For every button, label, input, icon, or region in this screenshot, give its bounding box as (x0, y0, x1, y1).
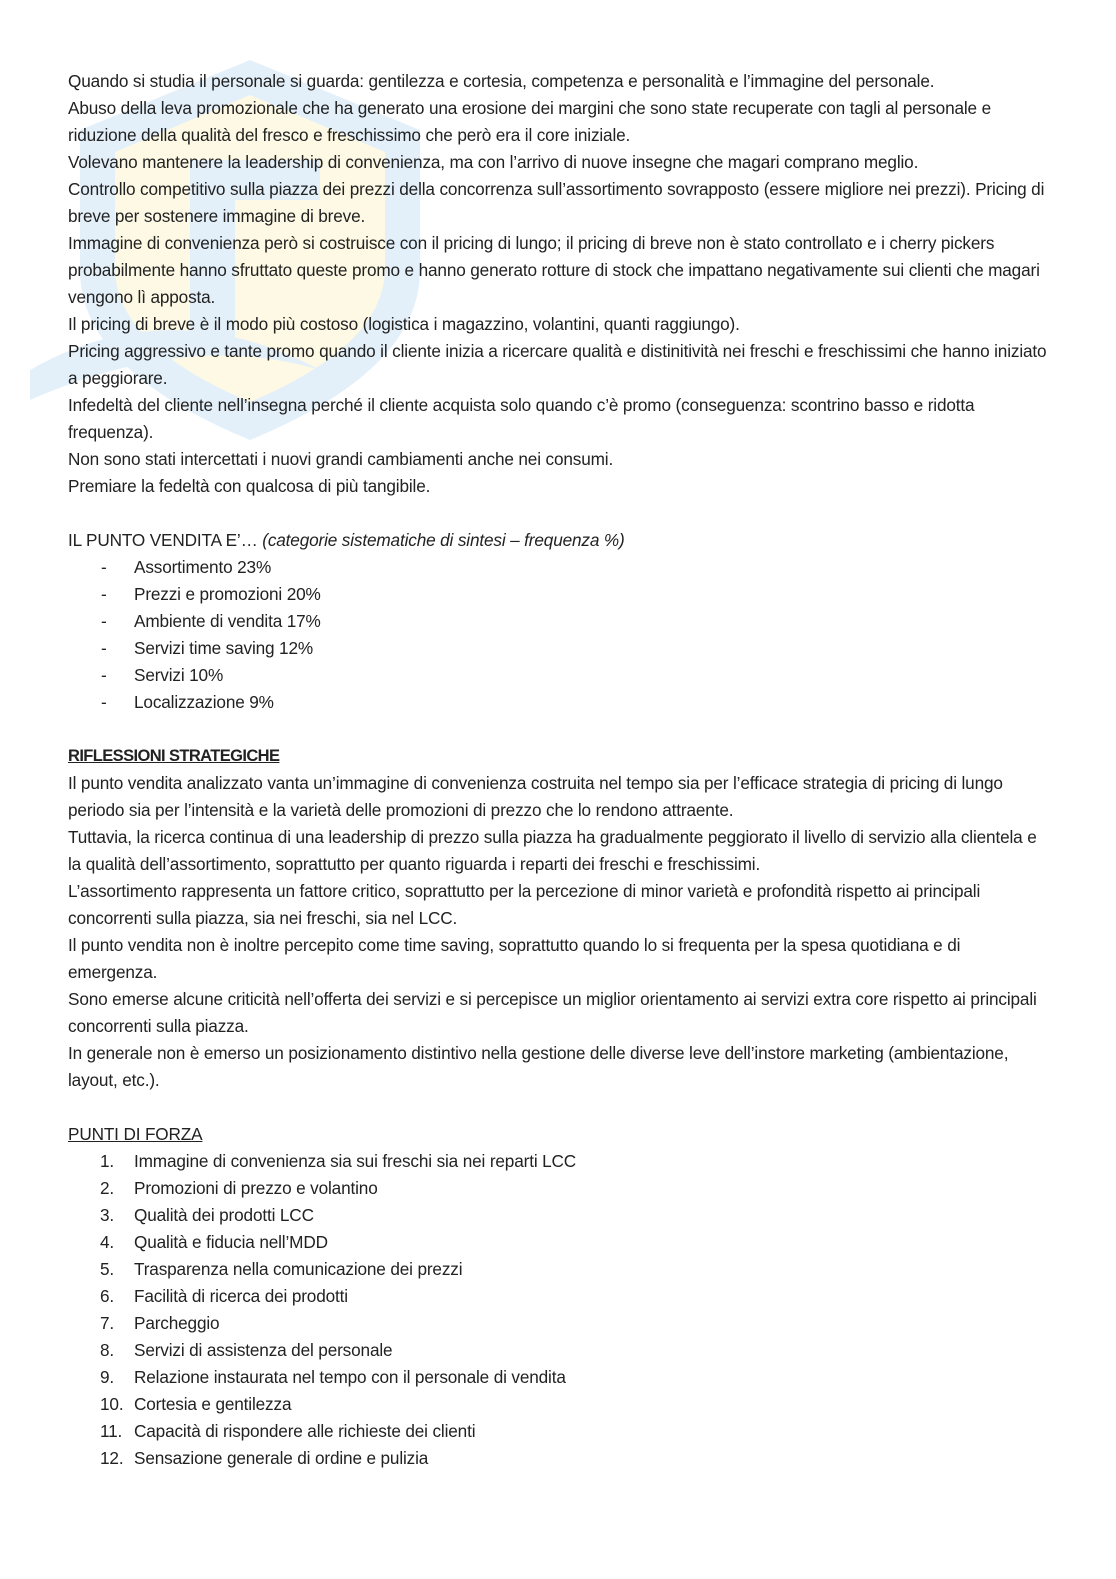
punto-vendita-section (68, 527, 1048, 716)
document-page (68, 68, 1048, 1472)
list-item (68, 1310, 1048, 1337)
list-item-text: Facilità di ricerca dei prodotti (134, 1286, 348, 1306)
list-item-text: Parcheggio (134, 1313, 220, 1333)
punto-vendita-title-line (68, 527, 1048, 554)
riflessioni-paragraph: Il punto vendita non è inoltre percepito come time saving, soprattutto quando lo si frequenta per la spesa quotidiana e di emergenza. (68, 935, 961, 982)
intro-paragraph: Premiare la fedeltà con qualcosa di più tangibile. (68, 476, 431, 496)
list-item-text: Relazione instaurata nel tempo con il personale di vendita (134, 1367, 566, 1387)
list-item-text: Promozioni di prezzo e volantino (134, 1178, 378, 1198)
list-item-text: Ambiente di vendita 17% (134, 611, 321, 631)
riflessioni-paragraph: In generale non è emerso un posizionamento distintivo nella gestione delle diverse leve dell’instore marketing (ambientazione, layout, etc.). (68, 1043, 1009, 1090)
list-item-text: Servizi di assistenza del personale (134, 1340, 393, 1360)
intro-paragraph: Pricing aggressivo e tante promo quando il cliente inizia a ricercare qualità e distinitività nei freschi e freschissimi che hanno iniziato a peggiorare. (68, 341, 1047, 388)
list-item (68, 554, 1048, 581)
dash-marker: - (101, 584, 107, 604)
list-item (68, 1445, 1048, 1472)
punti-di-forza-section (68, 1121, 1048, 1472)
list-item (68, 1391, 1048, 1418)
list-item (68, 662, 1048, 689)
riflessioni-paragraph: Sono emerse alcune criticità nell’offerta dei servizi e si percepisce un miglior orientamento ai servizi extra core rispetto ai principali concorrenti sulla piazza. (68, 989, 1037, 1036)
list-item (68, 1202, 1048, 1229)
riflessioni-section (68, 743, 1048, 1094)
list-item-text: Sensazione generale di ordine e pulizia (134, 1448, 429, 1468)
list-item (68, 1418, 1048, 1445)
list-number: 4. (100, 1232, 115, 1252)
intro-paragraph: Il pricing di breve è il modo più costoso (logistica i magazzino, volantini, quanti raggiungo). (68, 314, 740, 334)
riflessioni-paragraph: Tuttavia, la ricerca continua di una leadership di prezzo sulla piazza ha gradualmente peggiorato il livello di servizio alla clientela e la qualità dell’assortimento, soprattutto per quanto riguarda i reparti dei freschi e freschissimi. (68, 827, 1037, 874)
punti-di-forza-list (68, 1148, 1048, 1472)
list-item (68, 635, 1048, 662)
list-number: 12. (100, 1448, 124, 1468)
list-item (68, 1256, 1048, 1283)
list-item-text: Localizzazione 9% (134, 692, 274, 712)
list-item-text: Capacità di rispondere alle richieste dei clienti (134, 1421, 476, 1441)
dash-marker: - (101, 557, 107, 577)
intro-paragraph: Volevano mantenere la leadership di convenienza, ma con l’arrivo di nuove insegne che magari comprano meglio. (68, 152, 919, 172)
intro-paragraph: Abuso della leva promozionale che ha generato una erosione dei margini che sono state recuperate con tagli al personale e riduzione della qualità del fresco e freschissimo che però era il core iniziale. (68, 98, 992, 145)
list-item-text: Qualità e fiducia nell’MDD (134, 1232, 328, 1252)
dash-marker: - (101, 665, 107, 685)
list-item (68, 1175, 1048, 1202)
list-item (68, 1364, 1048, 1391)
intro-paragraph: Infedeltà del cliente nell’insegna perché il cliente acquista solo quando c’è promo (conseguenza: scontrino basso e ridotta frequenza). (68, 395, 975, 442)
list-item (68, 689, 1048, 716)
list-number: 1. (100, 1151, 115, 1171)
list-number: 8. (100, 1340, 115, 1360)
list-number: 3. (100, 1205, 115, 1225)
punto-vendita-title: IL PUNTO VENDITA E’… (68, 530, 258, 550)
punti-di-forza-heading: PUNTI DI FORZA (68, 1124, 203, 1144)
intro-section (68, 68, 1048, 500)
list-number: 2. (100, 1178, 115, 1198)
list-number: 9. (100, 1367, 115, 1387)
riflessioni-heading: RIFLESSIONI STRATEGICHE (68, 747, 280, 765)
list-item-text: Servizi time saving 12% (134, 638, 313, 658)
punto-vendita-subtitle: (categorie sistematiche di sintesi – frequenza %) (262, 530, 625, 550)
list-number: 11. (100, 1421, 123, 1441)
intro-paragraph: Immagine di convenienza però si costruisce con il pricing di lungo; il pricing di breve non è stato controllato e i cherry pickers probabilmente hanno sfruttato queste promo e hanno generato rotture di stock che impattano negativamente sui clienti che magari vengono lì apposta. (68, 233, 1040, 307)
intro-paragraph: Non sono stati intercettati i nuovi grandi cambiamenti anche nei consumi. (68, 449, 614, 469)
list-item (68, 1148, 1048, 1175)
list-number: 10. (100, 1394, 124, 1414)
list-number: 5. (100, 1259, 115, 1279)
list-item (68, 1229, 1048, 1256)
spacer (68, 1094, 1048, 1121)
spacer (68, 500, 1048, 527)
list-number: 6. (100, 1286, 115, 1306)
list-item (68, 608, 1048, 635)
list-item-text: Immagine di convenienza sia sui freschi sia nei reparti LCC (134, 1151, 577, 1171)
spacer (68, 716, 1048, 743)
dash-marker: - (101, 611, 107, 631)
dash-marker: - (101, 692, 107, 712)
intro-paragraph: Quando si studia il personale si guarda: gentilezza e cortesia, competenza e personalità e l’immagine del personale. (68, 71, 935, 91)
list-item-text: Trasparenza nella comunicazione dei prezzi (134, 1259, 463, 1279)
list-item (68, 581, 1048, 608)
intro-paragraph: Controllo competitivo sulla piazza dei prezzi della concorrenza sull’assortimento sovrapposto (essere migliore nei prezzi). Pricing di breve per sostenere immagine di breve. (68, 179, 1045, 226)
riflessioni-paragraph: L’assortimento rappresenta un fattore critico, soprattutto per la percezione di minor varietà e profondità rispetto ai principali concorrenti sulla piazza, sia nei freschi, sia nel LCC. (68, 881, 981, 928)
list-item-text: Assortimento 23% (134, 557, 272, 577)
list-item (68, 1337, 1048, 1364)
list-item (68, 1283, 1048, 1310)
list-item-text: Cortesia e gentilezza (134, 1394, 292, 1414)
list-item-text: Prezzi e promozioni 20% (134, 584, 321, 604)
punto-vendita-list (68, 554, 1048, 716)
dash-marker: - (101, 638, 107, 658)
list-item-text: Servizi 10% (134, 665, 224, 685)
list-number: 7. (100, 1313, 115, 1333)
list-item-text: Qualità dei prodotti LCC (134, 1205, 314, 1225)
riflessioni-paragraph: Il punto vendita analizzato vanta un’immagine di convenienza costruita nel tempo sia per l’efficace strategia di pricing di lungo periodo sia per l’intensità e la varietà delle promozioni di prezzo che lo rendono attraente. (68, 773, 1003, 820)
